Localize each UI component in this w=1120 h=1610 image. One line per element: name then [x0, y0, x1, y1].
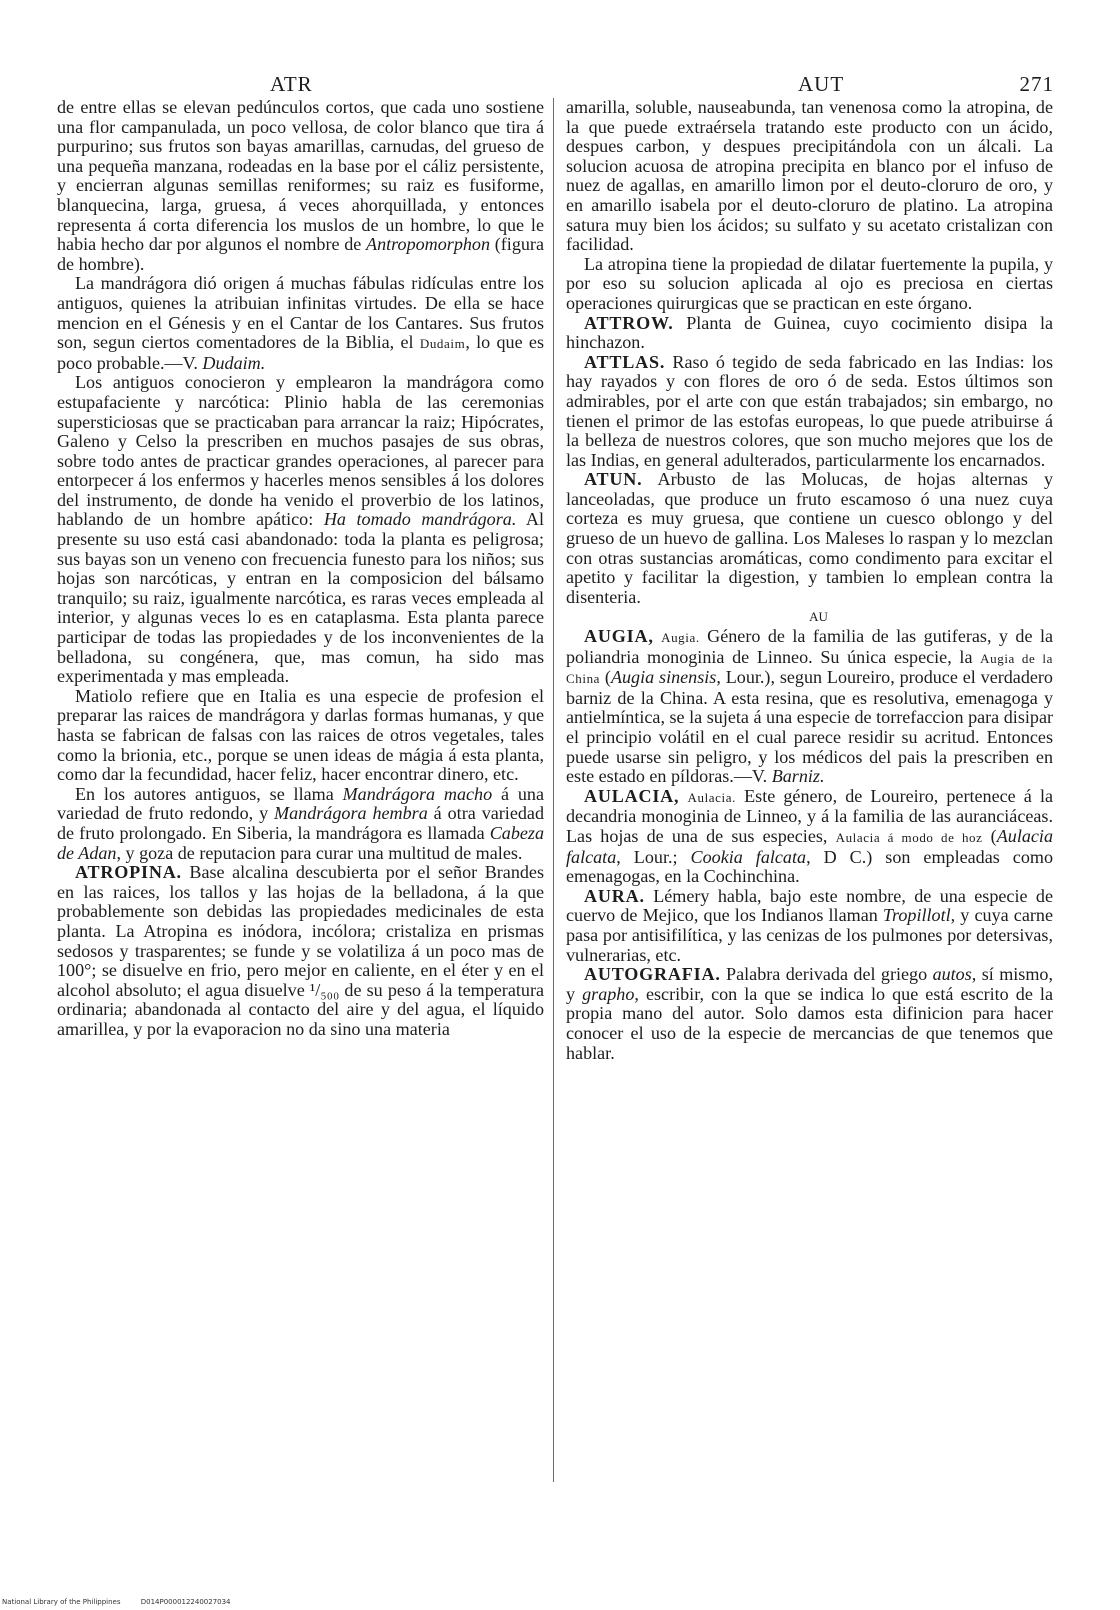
headword-aulacia: AULACIA,: [584, 785, 680, 806]
headword-augia: AUGIA,: [584, 626, 654, 647]
entry-augia: AUGIA, Augia. Género de la familia de las gutiferas, y de la poliandria monoginia de Linneo. Su única especie, la Augia de la China (Augia sinensis, Lour.), segun Loureiro, produce el verdadero barniz de la China. A esta resina, que es resolutiva, emenagoga y antielmíntica, se la sujeta á una especie de torrefaccion para disipar el principio volátil en el cual parece residir su acritud. Entonces puede usarse sin peligro, y los médicos del pais la prescriben en este estado en píldoras.—V. Barniz.: [566, 626, 1053, 787]
headword-atropina: ATROPINA.: [75, 862, 182, 883]
entry-attrow: ATTROW. Planta de Guinea, cuyo cocimiento disipa la hinchazon.: [566, 312, 1053, 353]
right-column: [566, 98, 1053, 1063]
headword-attrow: ATTROW.: [584, 312, 674, 333]
scan-footer: [2, 1598, 249, 1606]
mandragora-fables: La mandrágora dió origen á muchas fábulas ridículas entre los antiguos, quienes la atribuian infinitas virtudes. De ella se hace mencion en el Génesis y en el Cantar de los Cantares. Sus frutos son, segun ciertos comentadores de la Biblia, el Dudaim, lo que es poco probable.—V. Dudaim.: [57, 273, 544, 373]
mandragora-italy: Matiolo refiere que en Italia es una especie de profesion el preparar las raices de mandrágora y darlas formas humanas, y que hasta se fabrican de falsas con las raices de otros vegetales, tales como la brionia, etc., porque se unen ideas de mágia á esta planta, como dar la fecundidad, hacer feliz, hacer encontrar dinero, etc.: [57, 685, 544, 785]
entry-atropina: ATROPINA. Base alcalina descubierta por el señor Brandes en las raices, los tallos y las hojas de la belladona, á la que probablemente son debidas las propiedades medicinales de esta planta. La Atropina es inódora, incólora; cristaliza en prismas sedosos y trasparentes; se funde y se volatiliza á un poco mas de 100°; se disuelve en frio, pero mejor en caliente, en el éter y en el alcohol absoluto; el agua disuelve ¹/₅₀₀ de su peso á la temperatura ordinaria; abandonada al contacto del aire y del agua, el líquido amarillea, y por la evaporacion no da sino una materia: [57, 862, 544, 1039]
column-divider: [553, 98, 554, 1482]
mandragora-uses: Los antiguos conocieron y emplearon la mandrágora como estupafaciente y narcótica: Plinio habla de las ceremonias supersticiosas que se practicaban para arrancar la raiz; Hipócrates, Galeno y Celso la prescriben en muchos pasajes de sus obras, sobre todo antes de practicar grandes operaciones, al parecer para entorpecer á los enfermos y hacerles menos sensibles á los dolores del instrumento, de donde ha venido el proverbio de los latinos, hablando de un hombre apático: Ha tomado mandrágora. Al presente su uso está casi abandonado: toda la planta es peligrosa; sus bayas son un veneno con frecuencia funesto para los niños; sus hojas son narcóticas, y entran en la composicion del bálsamo tranquilo; su raiz, igualmente narcótica, es raras veces empleada al interior, y algunas veces lo es en cataplasma. Esta planta parece participar de todas las propiedades y de los inconvenientes de la belladona, su congénera, que, mas comun, ha sido mas experimentada y mas empleada.: [57, 372, 544, 687]
atropina-pupil: La atropina tiene la propiedad de dilatar fuertemente la pupila, y por eso su solucion aplicada al ojo es preciosa en ciertas operaciones quirurgicas que se practican en este órgano.: [566, 253, 1053, 313]
headword-aura: AURA.: [584, 885, 645, 906]
entry-aulacia: AULACIA, Aulacia. Este género, de Loureiro, pertenece á la decandria monoginia de Linneo, y á la familia de las auranciáceas. Las hojas de una de sus especies, Aulacia á modo de hoz (Aulacia falcata, Lour.; Cookia falcata, D C.) son empleadas como emenagogas, en la Cochinchina.: [566, 785, 1053, 887]
header-left-guideword: ATR: [270, 72, 313, 96]
left-column: [57, 98, 544, 1040]
entry-attlas: ATTLAS. Raso ó tegido de seda fabricado en las Indias: los hay rayados y con flores de oro ó de seda. Estos últimos son admirables, por el arte con que están trabajados; sin embargo, no tienen el primor de las estofas europeas, lo que puede atribuirse á la belleza de nuestros colores, que son mucho mejores que los de las Indias, en general adulterados, particularmente los encarnados.: [566, 351, 1053, 470]
headword-atun: ATUN.: [584, 469, 643, 490]
entry-autografia: AUTOGRAFIA. Palabra derivada del griego autos, sí mismo, y grapho, escribir, con la que se indica lo que está escrito de la propia mano del autor. Solo damos esta difinicion para hacer conocer el uso de la especie de mercancias de que tenemos que hablar.: [566, 964, 1053, 1063]
footer-id: D014P000012240027034: [140, 1598, 231, 1606]
header-right-guideword: AUT: [798, 72, 845, 96]
running-header: [56, 72, 1056, 100]
mandragora-description: de entre ellas se elevan pedúnculos cortos, que cada uno sostiene una flor campanulada, un poco vellosa, de color blanco que tira á purpurino; sus frutos son bayas amarillas, carnudas, del grueso de una pequeña manzana, rodeadas en la base por el cáliz persistente, y encierran algunas semillas reniformes; su raiz es fusiforme, blanquecina, larga, gruesa, á veces ahorquillada, y entonces representa á corta diferencia los muslos de un hombre, lo que le habia hecho dar por algunos el nombre de Antropomorphon (figura de hombre).: [57, 97, 544, 274]
entry-aura: AURA. Lémery habla, bajo este nombre, de una especie de cuervo de Mejico, que los Indianos llaman Tropillotl, y cuya carne pasa por antisifilítica, y las cenizas de los pulmones por detersivas, vulnerarias, etc.: [566, 885, 1053, 965]
mandragora-varieties: En los autores antiguos, se llama Mandrágora macho á una variedad de fruto redondo, y Mandrágora hembra á otra variedad de fruto prolongado. En Siberia, la mandrágora es llamada Cabeza de Adan, y goza de reputacion para curar una multitud de males.: [57, 783, 544, 863]
entry-atun: ATUN. Arbusto de las Molucas, de hojas alternas y lanceoladas, que produce un fruto escamoso ó una nuez cuya corteza es muy gruesa, que contiene un cuesco oblongo y del grueso de un huevo de gallina. Los Maleses lo raspan y lo mezclan con otras sustancias aromáticas, como condimento para excitar el apetito y facilitar la digestion, y tambien lo emplean contra la disenteria.: [566, 469, 1053, 607]
headword-attlas: ATTLAS.: [584, 351, 666, 372]
headword-autografia: AUTOGRAFIA.: [584, 964, 721, 985]
page-number: 271: [1019, 72, 1054, 96]
atropina-continued: amarilla, soluble, nauseabunda, tan venenosa como la atropina, de la que puede extraérsela tratando este producto con un ácido, despues carbon, y despues precipitándola con un álcali. La solucion acuosa de atropina precipita en blanco por el infuso de nuez de agallas, en amarillo limon por el deuto-cloruro de oro, y en amarillo isabela por el deuto-cloruro de platino. La atropina satura muy bien los ácidos; su sulfato y su acetato cristalizan con facilidad.: [566, 97, 1053, 255]
footer-library: National Library of the Philippines: [2, 1598, 121, 1606]
section-mark: AU: [809, 609, 828, 625]
